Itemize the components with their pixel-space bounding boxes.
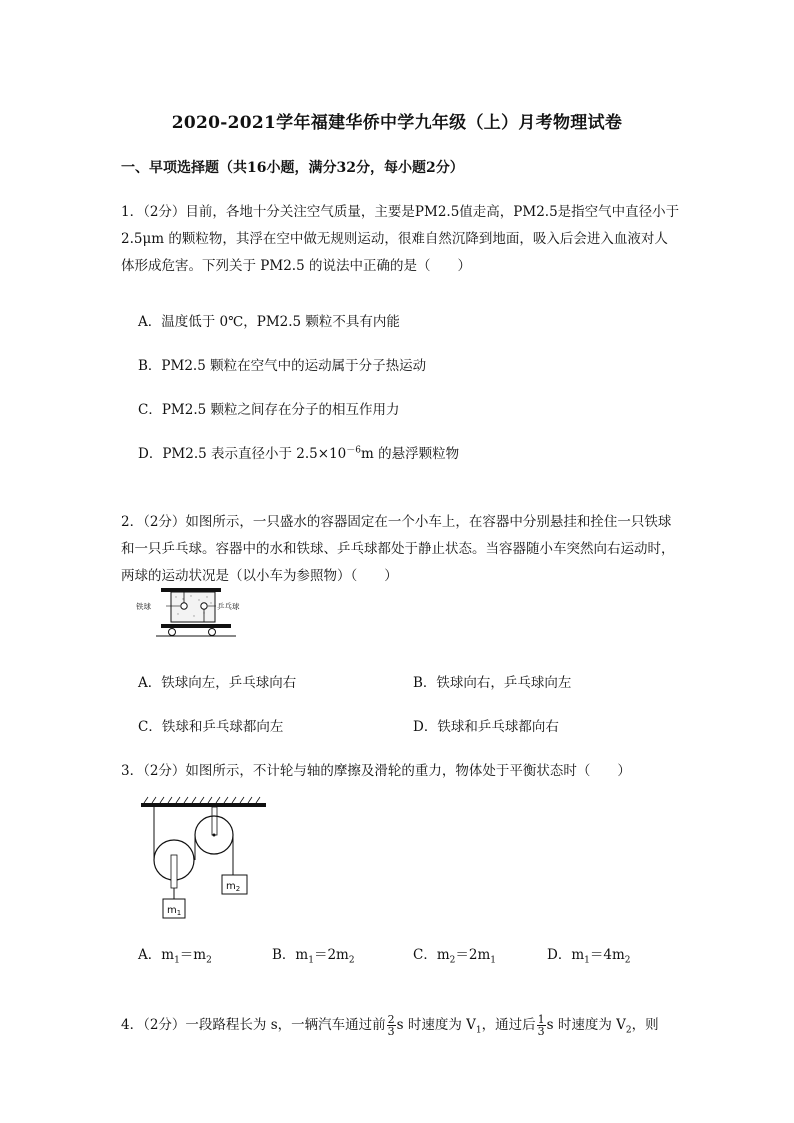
- q1-option-a[interactable]: A．温度低于 0℃，PM2.5 颗粒不具有内能: [138, 314, 400, 330]
- q4-fraction-1: [387, 1014, 396, 1037]
- q3-b-sub2: 2: [348, 955, 355, 966]
- iron-ball-label: 铁球: [136, 602, 151, 611]
- ceiling-hatch: [144, 797, 260, 803]
- q3-a-sub1: 1: [174, 955, 180, 966]
- page-title: 2020-2021学年福建华侨中学九年级（上）月考物理试卷: [171, 113, 623, 133]
- q3-a-sub2: 2: [206, 955, 212, 966]
- q4-v1-sub: 1: [475, 1025, 482, 1036]
- q3-d-mid: ＝4m: [589, 947, 625, 963]
- q4-text-4: s 时速度为 V: [546, 1017, 626, 1033]
- q3-d-sub2: 2: [624, 955, 631, 966]
- section-heading: 一、早项选择题（共16小题，满分32分，每小题2分）: [121, 160, 464, 176]
- q1-option-d-exponent: －6: [346, 445, 361, 456]
- question-3-stem: 3．（2分）如图所示，不计轮与轴的摩擦及滑轮的重力，物体处于平衡状态时（ ）: [121, 763, 631, 779]
- q2-option-c[interactable]: C．铁球和乒乓球都向左: [138, 719, 284, 735]
- q4-frac1-den: 3: [387, 1025, 395, 1038]
- q1-option-d[interactable]: [138, 442, 459, 462]
- cart-wheel-left: [169, 629, 176, 636]
- q3-option-b[interactable]: [272, 943, 355, 966]
- q3-b-sub1: 1: [308, 955, 314, 966]
- q2-option-b[interactable]: B．铁球向右，乒乓球向左: [413, 675, 572, 691]
- q3-c-pre: C．m: [413, 947, 450, 963]
- q2-option-d[interactable]: D．铁球和乒乓球都向右: [413, 719, 559, 735]
- q1-option-d-text-end: m 的悬浮颗粒物: [360, 446, 460, 462]
- q3-a-pre: A．m: [138, 947, 175, 963]
- iron-ball: [181, 603, 187, 609]
- q3-option-c[interactable]: [413, 943, 496, 966]
- q3-option-d[interactable]: [547, 943, 630, 966]
- cart-container-figure: [136, 586, 240, 646]
- q3-b-mid: ＝2m: [313, 947, 349, 963]
- ceiling: [141, 803, 266, 807]
- fixed-pulley-axle: [213, 834, 216, 837]
- question-4-stem: [121, 1012, 691, 1045]
- q1-option-b[interactable]: B．PM2.5 颗粒在空气中的运动属于分子热运动: [138, 358, 427, 374]
- q4-text-3: ，通过后: [481, 1017, 536, 1033]
- container-lid: [161, 588, 221, 592]
- q3-d-sub1: 1: [584, 955, 590, 966]
- q1-option-c[interactable]: C．PM2.5 颗粒之间存在分子的相互作用力: [138, 402, 400, 418]
- q2-option-a[interactable]: A．铁球向左，乒乓球向右: [138, 675, 297, 691]
- ping-pong-label: 乒乓球: [217, 602, 240, 611]
- q3-option-a[interactable]: [138, 943, 212, 966]
- question-1-stem: 1．（2分）目前，各地十分关注空气质量，主要是PM2.5值走高，PM2.5是指空气中直径小于 2.5μm 的颗粒物，其浮在空中做无规则运动，很难自然沉降到地面，吸入后会进入血液对人体形成危害。下列关于 PM2.5 的说法中正确的是（ ）: [121, 204, 680, 274]
- movable-pulley-bracket: [171, 855, 177, 888]
- q4-v2-sub: 2: [625, 1025, 632, 1036]
- mass-m2-label: $m_2$: [226, 881, 241, 893]
- q3-d-pre: D．m: [547, 947, 585, 963]
- fixed-pulley-bracket: [212, 807, 217, 835]
- water-container: [171, 592, 215, 622]
- q3-c-mid: ＝2m: [455, 947, 491, 963]
- q3-b-pre: B．m: [272, 947, 309, 963]
- q4-fraction-2: [537, 1014, 546, 1037]
- question-2-stem: 2．（2分）如图所示，一只盛水的容器固定在一个小车上，在容器中分别悬挂和拴住一只铁球和一只乒乓球。容器中的水和铁球、乒乓球都处于静止状态。当容器随小车突然向右运动时，两球的运动状况是（以小车为参照物）（ ）: [121, 514, 675, 584]
- q3-a-mid: ＝m: [179, 947, 207, 963]
- q4-frac2-den: 3: [537, 1025, 545, 1038]
- mass-m1-label: $m_1$: [167, 905, 182, 917]
- q3-c-sub1: 2: [449, 955, 456, 966]
- q4-text-1: 4．（2分）一段路程长为 s，一辆汽车通过前: [121, 1017, 386, 1033]
- pulley-figure: [136, 795, 276, 925]
- q4-text-5: ，则: [631, 1017, 659, 1033]
- q4-text-2: s 时速度为 V: [396, 1017, 476, 1033]
- cart-wheel-right: [209, 629, 216, 636]
- cart-body: [161, 624, 231, 628]
- q3-c-sub2: 1: [490, 955, 496, 966]
- q1-option-d-text: D．PM2.5 表示直径小于 2.5×10: [138, 446, 347, 462]
- ping-pong-ball: [201, 603, 207, 609]
- q4-frac1-num: 2: [387, 1013, 395, 1026]
- q4-frac2-num: 1: [537, 1013, 545, 1026]
